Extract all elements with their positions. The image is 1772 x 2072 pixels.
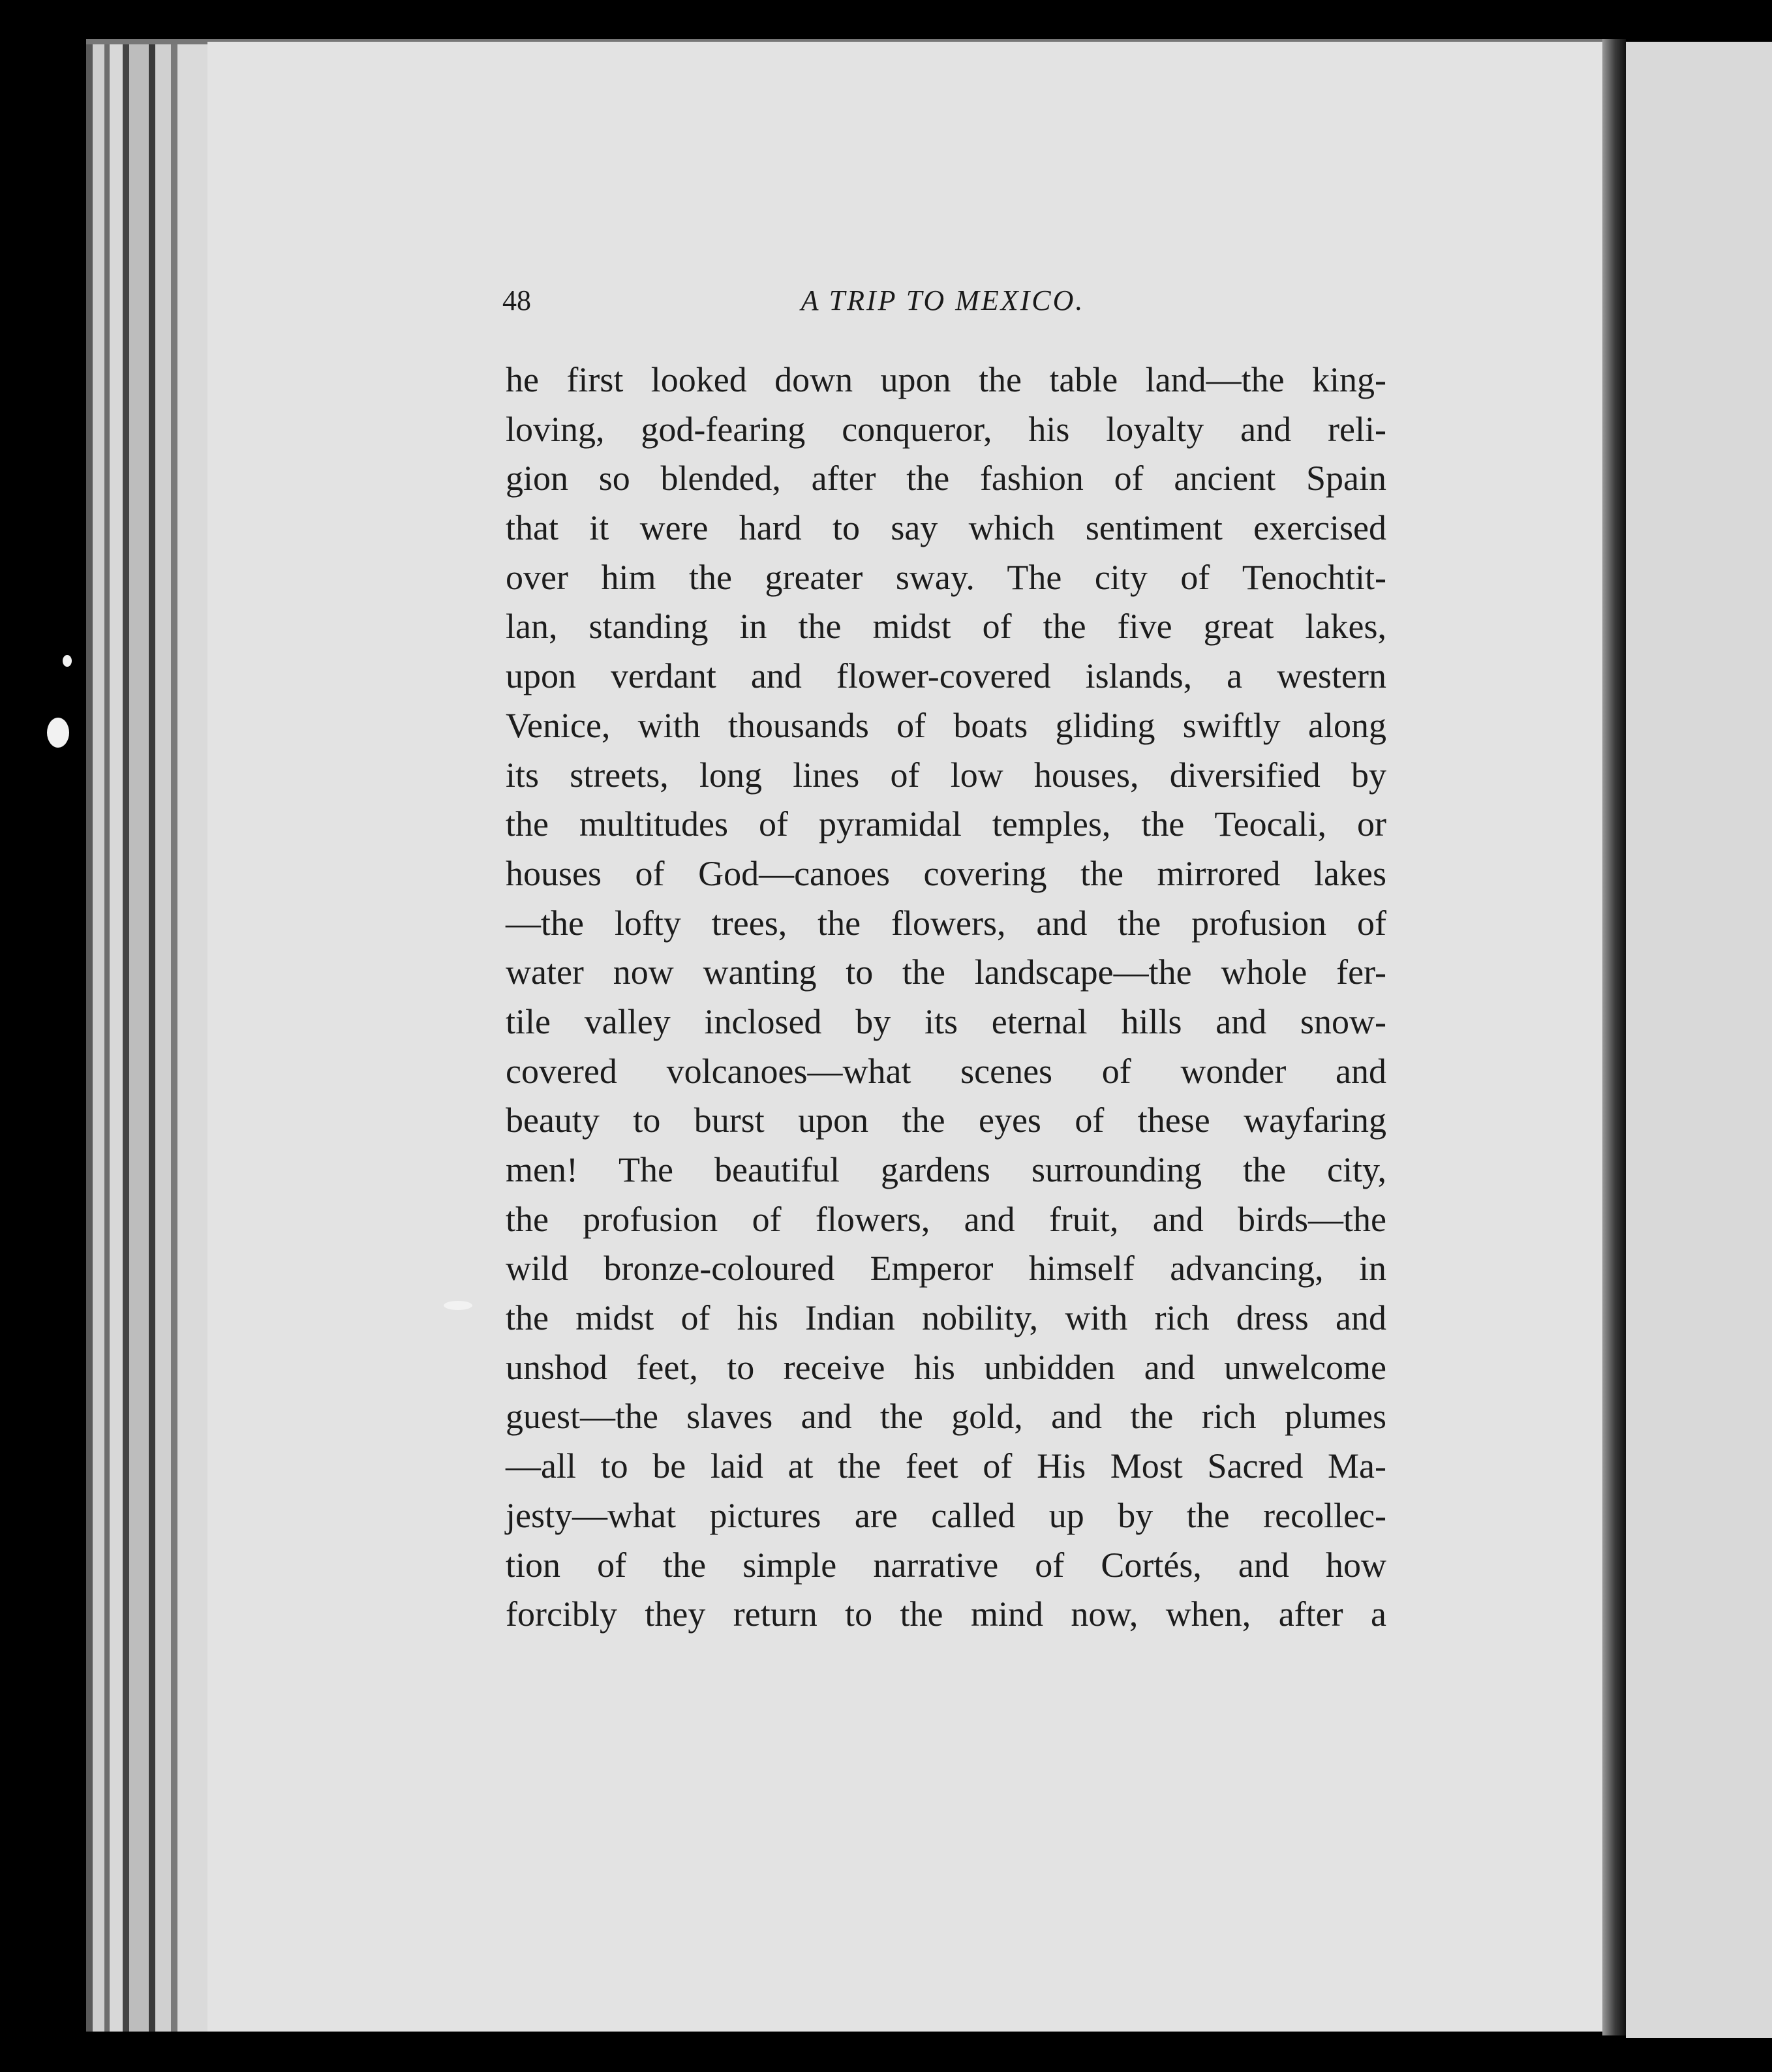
text-line: over him the greater sway. The city of Tenochtit- <box>506 557 1386 597</box>
text-line: loving, god-fearing conqueror, his loyalty and reli- <box>506 409 1386 449</box>
text-line: the multitudes of pyramidal temples, the Teocali, or <box>506 804 1386 844</box>
text-line: forcibly they return to the mind now, when, after a <box>506 1594 1386 1634</box>
book-gutter <box>1602 39 1626 2035</box>
text-line: tile valley inclosed by its eternal hills and snow- <box>506 1001 1386 1041</box>
scan-speck <box>63 655 72 667</box>
text-line: the profusion of flowers, and fruit, and birds—the <box>506 1199 1386 1239</box>
text-line: Venice, with thousands of boats gliding swiftly along <box>506 705 1386 745</box>
text-line: unshod feet, to receive his unbidden and unwelcome <box>506 1347 1386 1387</box>
text-line: the midst of his Indian nobility, with rich dress and <box>506 1298 1386 1338</box>
text-line: he first looked down upon the table land—the king- <box>506 360 1386 399</box>
text-line: that it were hard to say which sentiment exercised <box>506 508 1386 548</box>
scan-speck <box>47 718 69 748</box>
text-line: lan, standing in the midst of the five great lakes, <box>506 607 1386 647</box>
text-line: guest—the slaves and the gold, and the rich plumes <box>506 1397 1386 1437</box>
text-line: men! The beautiful gardens surrounding the city, <box>506 1150 1386 1189</box>
text-line: covered volcanoes—what scenes of wonder and <box>506 1051 1386 1091</box>
text-line: jesty—what pictures are called up by the recollec- <box>506 1495 1386 1535</box>
text-line: wild bronze-coloured Emperor himself advancing, in <box>506 1249 1386 1288</box>
scan-speck <box>444 1301 472 1310</box>
text-line: upon verdant and flower-covered islands, a western <box>506 656 1386 696</box>
text-line: its streets, long lines of low houses, diversified by <box>506 755 1386 795</box>
text-line: beauty to burst upon the eyes of these wayfaring <box>506 1101 1386 1140</box>
page-block-edges <box>86 42 210 2032</box>
right-page-fragment <box>1626 42 1772 2038</box>
body-text <box>506 356 1386 1639</box>
text-line: houses of God—canoes covering the mirrored lakes <box>506 853 1386 893</box>
running-title: A TRIP TO MEXICO. <box>801 284 1085 316</box>
text-line: gion so blended, after the fashion of ancient Spain <box>506 459 1386 498</box>
page-number: 48 <box>502 284 531 316</box>
text-line: water now wanting to the landscape—the whole fer- <box>506 952 1386 992</box>
running-head <box>502 284 1383 323</box>
text-line: —all to be laid at the feet of His Most Sacred Ma- <box>506 1446 1386 1486</box>
text-line: tion of the simple narrative of Cortés, and how <box>506 1545 1386 1585</box>
text-line: —the lofty trees, the flowers, and the profusion of <box>506 903 1386 943</box>
